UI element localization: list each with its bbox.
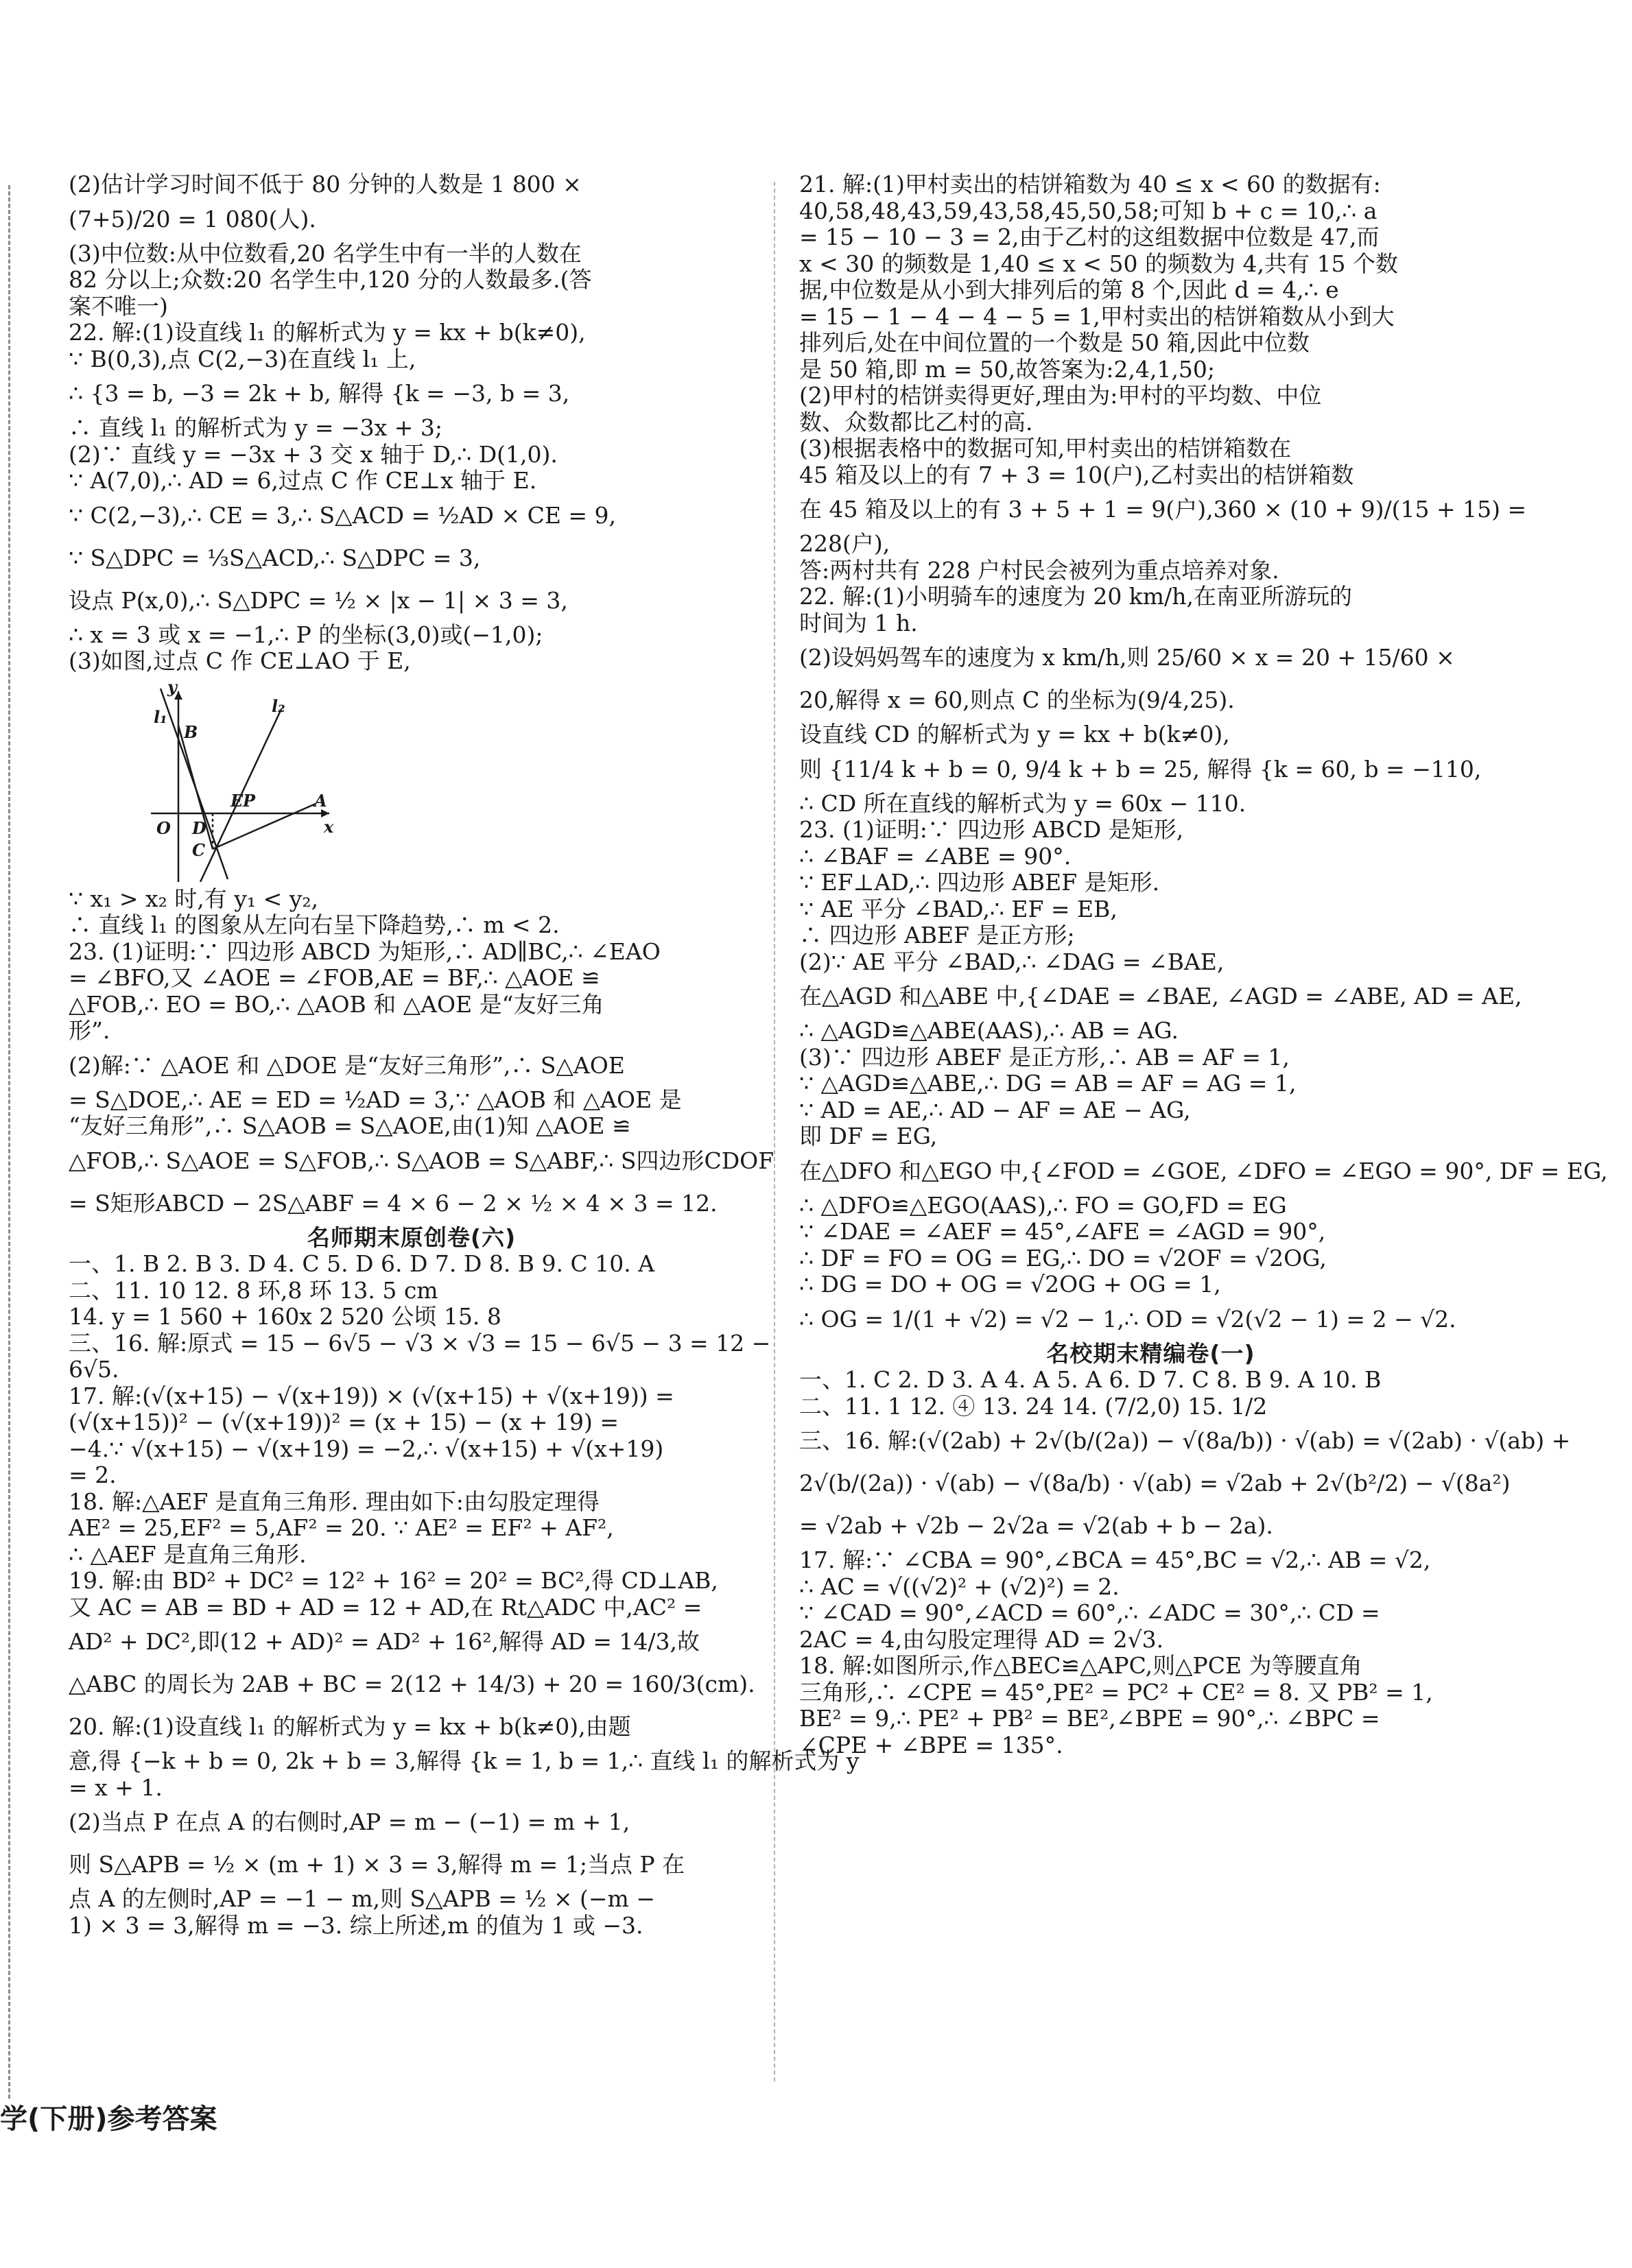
label-e: E bbox=[230, 790, 244, 811]
text-line: △FOB,∴ EO = BO,∴ △AOB 和 △AOE 是“友好三角 bbox=[69, 990, 604, 1018]
text-line: 228(户), bbox=[799, 530, 890, 557]
text-line: 点 A 的左侧时,AP = −1 − m,则 S△APB = ½ × (−m − bbox=[69, 1885, 655, 1912]
text-line: 22. 解:(1)设直线 l₁ 的解析式为 y = kx + b(k≠0), bbox=[69, 319, 586, 346]
text-line: 23. (1)证明:∵ 四边形 ABCD 是矩形, bbox=[799, 816, 1184, 843]
text-line: 2AC = 4,由勾股定理得 AD = 2√3. bbox=[799, 1625, 1164, 1653]
text-line: (7+5)/20 = 1 080(人). bbox=[69, 205, 316, 232]
text-line: 20. 解:(1)设直线 l₁ 的解析式为 y = kx + b(k≠0),由题 bbox=[69, 1713, 631, 1740]
section-heading: 名师期末原创卷(六) bbox=[307, 1223, 517, 1251]
text-line: (2)估计学习时间不低于 80 分钟的人数是 1 800 × bbox=[69, 171, 582, 198]
text-line: △FOB,∴ S△AOE = S△FOB,∴ S△AOB = S△ABF,∴ S四边形CDOF bbox=[69, 1147, 774, 1174]
text-line: (3)如图,过点 C 作 CE⊥AO 于 E, bbox=[69, 647, 411, 674]
column-separator bbox=[774, 182, 775, 2081]
text-line: 82 分以上;众数:20 名学生中,120 分的人数最多.(答 bbox=[69, 266, 592, 293]
text-line: 答:两村共有 228 户村民会被列为重点培养对象. bbox=[799, 556, 1279, 584]
text-line: 17. 解:∵ ∠CBA = 90°,∠BCA = 45°,BC = √2,∴ AB = √2, bbox=[799, 1547, 1431, 1573]
text-line: (3)∵ 四边形 ABEF 是正方形,∴ AB = AF = 1, bbox=[799, 1043, 1290, 1071]
text-line: = 15 − 1 − 4 − 4 − 5 = 1,甲村卖出的桔饼箱数从小到大 bbox=[799, 302, 1395, 330]
text-line: 数、众数都比乙村的高. bbox=[799, 408, 1033, 435]
text-line: 设直线 CD 的解析式为 y = kx + b(k≠0), bbox=[799, 721, 1230, 748]
label-x: x bbox=[324, 816, 334, 837]
text-line: 排列后,处在中间位置的一个数是 50 箱,因此中位数 bbox=[799, 329, 1310, 356]
text-line: (2)甲村的桔饼卖得更好,理由为:甲村的平均数、中位 bbox=[799, 382, 1322, 409]
binding-cut-line bbox=[8, 185, 10, 2099]
text-line: 在△AGD 和△ABE 中,{∠DAE = ∠BAE, ∠AGD = ∠ABE, AD = AE, bbox=[799, 983, 1522, 1010]
right-column bbox=[799, 171, 1608, 1758]
text-line: (2)∵ AE 平分 ∠BAD,∴ ∠DAG = ∠BAE, bbox=[799, 948, 1225, 975]
text-line: 45 箱及以上的有 7 + 3 = 10(户),乙村卖出的桔饼箱数 bbox=[799, 461, 1354, 488]
label-p: P bbox=[243, 790, 256, 811]
text-line: 18. 解:如图所示,作△BEC≌△APC,则△PCE 为等腰直角 bbox=[799, 1652, 1362, 1679]
text-line: 二、11. 10 12. 8 环,8 环 13. 5 cm bbox=[69, 1276, 438, 1304]
text-line: ∵ x₁ > x₂ 时,有 y₁ < y₂, bbox=[69, 885, 319, 912]
text-line: = 2. bbox=[69, 1461, 117, 1488]
text-line: 二、11. 1 12. ④ 13. 24 14. (7/2,0) 15. 1/2 bbox=[799, 1392, 1268, 1420]
text-line: ∴ △AGD≌△ABE(AAS),∴ AB = AG. bbox=[799, 1017, 1179, 1044]
text-line: ∴ △DFO≌△EGO(AAS),∴ FO = GO,FD = EG bbox=[799, 1191, 1287, 1219]
text-line: 6√5. bbox=[69, 1356, 119, 1383]
text-line: 14. y = 1 560 + 160x 2 520 公顷 15. 8 bbox=[69, 1303, 501, 1330]
text-line: 形”. bbox=[69, 1017, 110, 1044]
text-line: 18. 解:△AEF 是直角三角形. 理由如下:由勾股定理得 bbox=[69, 1488, 600, 1515]
label-l2: l₂ bbox=[272, 695, 285, 716]
text-line: ∴ 直线 l₁ 的图象从左向右呈下降趋势,∴ m < 2. bbox=[69, 911, 560, 938]
text-line: x < 30 的频数是 1,40 ≤ x < 50 的频数为 4,共有 15 个数 bbox=[799, 250, 1398, 277]
text-line: 又 AC = AB = BD + AD = 12 + AD,在 Rt△ADC 中,AC² = bbox=[69, 1593, 702, 1621]
text-line: 案不唯一) bbox=[69, 292, 168, 320]
text-line: 22. 解:(1)小明骑车的速度为 20 km/h,在南亚所游玩的 bbox=[799, 583, 1352, 610]
coordinate-figure bbox=[151, 676, 357, 882]
label-l1: l₁ bbox=[154, 706, 167, 727]
text-line: ∴ ∠BAF = ∠ABE = 90°. bbox=[799, 842, 1072, 870]
text-line: 三、16. 解:原式 = 15 − 6√5 − √3 × √3 = 15 − 6√5 − 3 = 12 − bbox=[69, 1329, 771, 1357]
text-line: 则 {11/4 k + b = 0, 9/4 k + b = 25, 解得 {k = 60, b = −110, bbox=[799, 755, 1482, 783]
text-line: ∵ B(0,3),点 C(2,−3)在直线 l₁ 上, bbox=[69, 345, 416, 372]
text-line: 设点 P(x,0),∴ S△DPC = ½ × |x − 1| × 3 = 3, bbox=[69, 586, 568, 614]
text-line: 是 50 箱,即 m = 50,故答案为:2,4,1,50; bbox=[799, 355, 1216, 383]
text-line: ∴ DF = FO = OG = EG,∴ DO = √2OF = √2OG, bbox=[799, 1244, 1327, 1272]
text-line: = 15 − 10 − 3 = 2,由于乙村的这组数据中位数是 47,而 bbox=[799, 224, 1380, 250]
text-line: ∴ OG = 1/(1 + √2) = √2 − 1,∴ OD = √2(√2 − 1) = 2 − √2. bbox=[799, 1305, 1456, 1333]
text-line: (3)中位数:从中位数看,20 名学生中有一半的人数在 bbox=[69, 239, 582, 267]
text-line: 20,解得 x = 60,则点 C 的坐标为(9/4,25). bbox=[799, 687, 1235, 713]
text-line: 一、1. B 2. B 3. D 4. C 5. D 6. D 7. D 8. B 9. C 10. A bbox=[69, 1250, 655, 1277]
label-o: O bbox=[156, 817, 171, 838]
text-line: △ABC 的周长为 2AB + BC = 2(12 + 14/3) + 20 = 160/3(cm). bbox=[69, 1671, 755, 1697]
text-line: ∴ 直线 l₁ 的解析式为 y = −3x + 3; bbox=[69, 414, 443, 441]
text-line: ∵ △AGD≌△ABE,∴ DG = AB = AF = AG = 1, bbox=[799, 1070, 1297, 1097]
label-c: C bbox=[192, 839, 206, 860]
text-line: 据,中位数是从小到大排列后的第 8 个,因此 d = 4,∴ e bbox=[799, 276, 1339, 303]
text-line: ∵ AD = AE,∴ AD − AF = AE − AG, bbox=[799, 1096, 1191, 1123]
text-line: (√(x+15))² − (√(x+19))² = (x + 15) − (x + 19) = bbox=[69, 1409, 619, 1435]
text-line: = x + 1. bbox=[69, 1774, 163, 1801]
label-b: B bbox=[184, 721, 198, 742]
text-line: ∵ S△DPC = ⅓S△ACD,∴ S△DPC = 3, bbox=[69, 544, 481, 571]
label-d: D bbox=[192, 817, 206, 838]
text-line: 三、16. 解:(√(2ab) + 2√(b/(2a)) − √(8a/b)) · √(ab) = √(2ab) · √(ab) + bbox=[799, 1427, 1571, 1454]
text-line: 在 45 箱及以上的有 3 + 5 + 1 = 9(户),360 × (10 + 9)/(15 + 15) = bbox=[799, 496, 1527, 523]
text-line: 17. 解:(√(x+15) − √(x+19)) × (√(x+15) + √(x+19)) = bbox=[69, 1382, 674, 1409]
text-line: 40,58,48,43,59,43,58,45,50,58;可知 b + c = 10,∴ a bbox=[799, 197, 1377, 224]
text-line: 三角形,∴ ∠CPE = 45°,PE² = PC² + CE² = 8. 又 PB² = 1, bbox=[799, 1678, 1433, 1706]
text-line: = ∠BFO,又 ∠AOE = ∠FOB,AE = BF,∴ △AOE ≌ bbox=[69, 964, 600, 991]
text-line: ∵ A(7,0),∴ AD = 6,过点 C 作 CE⊥x 轴于 E. bbox=[69, 467, 537, 494]
text-line: 则 S△APB = ½ × (m + 1) × 3 = 3,解得 m = 1;当点 P 在 bbox=[69, 1851, 685, 1878]
text-line: ∴ 四边形 ABEF 是正方形; bbox=[799, 922, 1075, 948]
text-line: = S矩形ABCD − 2S△ABF = 4 × 6 − 2 × ½ × 4 × 3 = 12. bbox=[69, 1189, 718, 1217]
label-a: A bbox=[314, 790, 327, 811]
text-line: (2)∵ 直线 y = −3x + 3 交 x 轴于 D,∴ D(1,0). bbox=[69, 440, 558, 468]
text-line: AD² + DC²,即(12 + AD)² = AD² + 16²,解得 AD = 14/3,故 bbox=[69, 1628, 700, 1655]
text-line: (2)解:∵ △AOE 和 △DOE 是“友好三角形”,∴ S△AOE bbox=[69, 1051, 625, 1079]
page-footer: 学(下册)参考答案 bbox=[0, 2103, 217, 2135]
text-line: 时间为 1 h. bbox=[799, 609, 918, 636]
text-line: ∵ AE 平分 ∠BAD,∴ EF = EB, bbox=[799, 895, 1117, 922]
text-line: 一、1. C 2. D 3. A 4. A 5. A 6. D 7. C 8. B 9. A 10. B bbox=[799, 1366, 1382, 1393]
segment-ca bbox=[213, 804, 316, 849]
text-line: (3)根据表格中的数据可知,甲村卖出的桔饼箱数在 bbox=[799, 435, 1292, 462]
text-line: ∴ DG = DO + OG = √2OG + OG = 1, bbox=[799, 1271, 1221, 1298]
text-line: = √2ab + √2b − 2√2a = √2(ab + b − 2a). bbox=[799, 1512, 1273, 1539]
text-line: 意,得 {−k + b = 0, 2k + b = 3,解得 {k = 1, b = 1,∴ 直线 l₁ 的解析式为 y bbox=[69, 1747, 860, 1774]
text-line: ∵ EF⊥AD,∴ 四边形 ABEF 是矩形. bbox=[799, 869, 1160, 896]
text-line: “友好三角形”,∴ S△AOB = S△AOE,由(1)知 △AOE ≌ bbox=[69, 1112, 631, 1139]
text-line: ∵ ∠CAD = 90°,∠ACD = 60°,∴ ∠ADC = 30°,∴ CD = bbox=[799, 1599, 1380, 1626]
text-line: (2)设妈妈驾车的速度为 x km/h,则 25/60 × x = 20 + 15/60 × bbox=[799, 644, 1455, 671]
text-line: AE² = 25,EF² = 5,AF² = 20. ∵ AE² = EF² + AF², bbox=[69, 1514, 614, 1541]
text-line: BE² = 9,∴ PE² + PB² = BE²,∠BPE = 90°,∴ ∠BPC = bbox=[799, 1705, 1380, 1732]
text-line: 1) × 3 = 3,解得 m = −3. 综上所述,m 的值为 1 或 −3. bbox=[69, 1911, 643, 1939]
text-line: 19. 解:由 BD² + DC² = 12² + 16² = 20² = BC²,得 CD⊥AB, bbox=[69, 1567, 718, 1594]
text-line: ∴ AC = √((√2)² + (√2)²) = 2. bbox=[799, 1573, 1120, 1600]
text-line: ∴ {3 = b, −3 = 2k + b, 解得 {k = −3, b = 3, bbox=[69, 380, 570, 407]
text-line: = S△DOE,∴ AE = ED = ½AD = 3,∵ △AOB 和 △AOE 是 bbox=[69, 1086, 682, 1113]
section-heading: 名校期末精编卷(一) bbox=[1046, 1339, 1255, 1367]
text-line: ∵ ∠DAE = ∠AEF = 45°,∠AFE = ∠AGD = 90°, bbox=[799, 1218, 1326, 1245]
text-line: ∵ C(2,−3),∴ CE = 3,∴ S△ACD = ½AD × CE = 9, bbox=[69, 501, 617, 529]
text-line: ∠CPE + ∠BPE = 135°. bbox=[799, 1731, 1063, 1758]
text-line: 在△DFO 和△EGO 中,{∠FOD = ∠GOE, ∠DFO = ∠EGO = 90°, DF = EG, bbox=[799, 1157, 1608, 1184]
label-y: y bbox=[167, 676, 177, 697]
text-line: ∴ △AEF 是直角三角形. bbox=[69, 1540, 307, 1568]
text-line: 21. 解:(1)甲村卖出的桔饼箱数为 40 ≤ x < 60 的数据有: bbox=[799, 171, 1381, 198]
text-line: ∴ CD 所在直线的解析式为 y = 60x − 110. bbox=[799, 789, 1246, 817]
text-line: ∴ x = 3 或 x = −1,∴ P 的坐标(3,0)或(−1,0); bbox=[69, 621, 543, 648]
text-line: 2√(b/(2a)) · √(ab) − √(8a/b) · √(ab) = √2ab + 2√(b²/2) − √(8a²) bbox=[799, 1470, 1511, 1496]
text-line: 23. (1)证明:∵ 四边形 ABCD 为矩形,∴ AD∥BC,∴ ∠EAO bbox=[69, 938, 661, 965]
text-line: 即 DF = EG, bbox=[799, 1123, 938, 1149]
text-line: −4.∵ √(x+15) − √(x+19) = −2,∴ √(x+15) + √(x+19) bbox=[69, 1435, 664, 1462]
text-line: (2)当点 P 在点 A 的右侧时,AP = m − (−1) = m + 1, bbox=[69, 1809, 630, 1835]
